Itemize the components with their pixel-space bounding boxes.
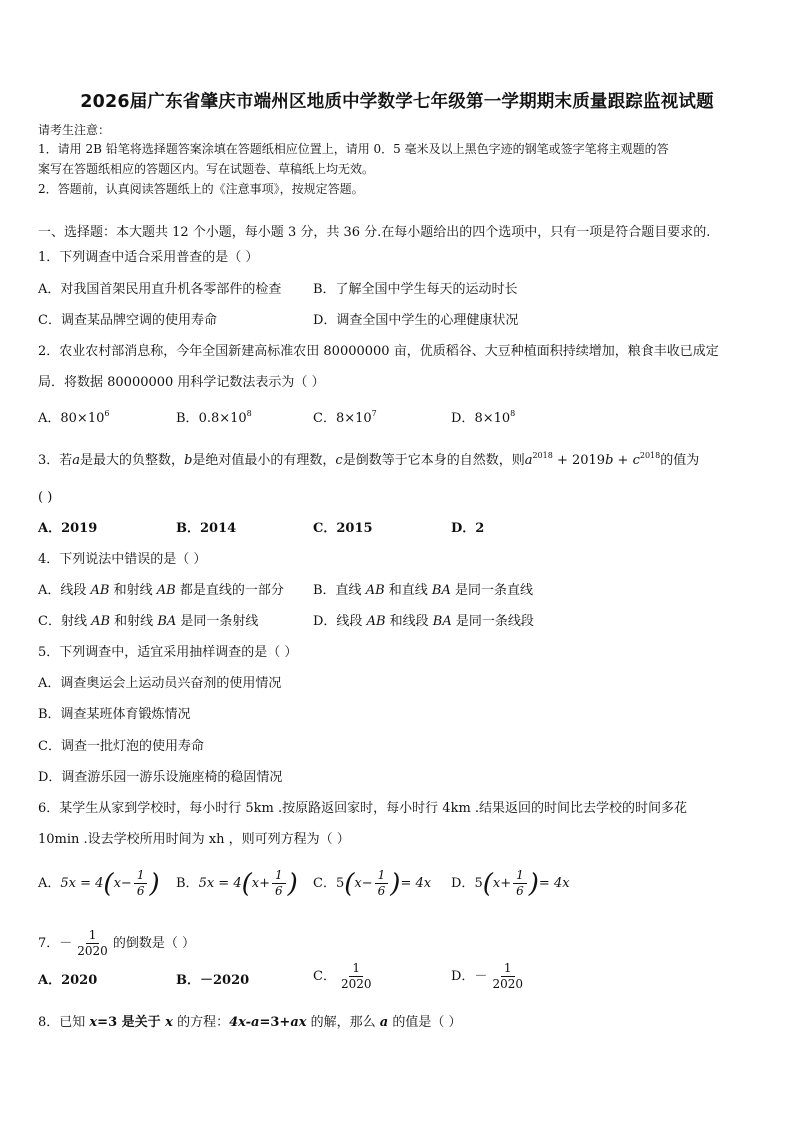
q3-answer-paren: ( ) <box>38 490 53 505</box>
q2-option-d: D．$8\times 10^8$ <box>451 409 516 426</box>
q4-option-c: C．射线 AB 和射线 BA 是同一条射线 <box>38 614 259 629</box>
q1-stem: 1．下列调查中适合采用普查的是（ ） <box>38 250 259 265</box>
notice-item-1b: 案写在答题纸相应的答题区内。写在试题卷、草稿纸上均无效。 <box>38 162 375 176</box>
notice-item-1a: 1．请用 2B 铅笔将选择题答案涂填在答题纸相应位置上，请用 0．5 毫米及以上黑色字迹的钢笔或签字笔将主观题的答 <box>38 142 669 156</box>
q4-option-a: A．线段 AB 和射线 AB 都是直线的一部分 <box>38 583 284 598</box>
q1-option-c: C．调查某品牌空调的使用寿命 <box>38 313 217 328</box>
q2-stem-line2: 局．将数据 80000000 用科学记数法表示为（ ） <box>38 375 325 390</box>
q2-option-b: B．$0.8\times 10^8$ <box>176 409 252 426</box>
q5-stem: 5．下列调查中，适宜采用抽样调查的是（ ） <box>38 645 298 660</box>
q7-stem: 7．－ $\frac{1}{2020}$ 的倒数是（ ） <box>38 928 195 958</box>
notice-heading: 请考生注意： <box>38 123 111 137</box>
q2-option-c: C．$8\times 10^7$ <box>313 409 377 426</box>
q5-option-d: D．调查游乐园一游乐设施座椅的稳固情况 <box>38 770 283 785</box>
notice-item-2: 2．答题前，认真阅读答题纸上的《注意事项》，按规定答题。 <box>38 182 364 196</box>
q6-option-b: B． 5x = 4 ( x + $\frac{1}{6}$ ) <box>176 868 298 899</box>
q8-stem: 8．已知 x=3 是关于 x 的方程：4x-a=3+ax 的解，那么 a 的值是（ ） <box>38 1015 462 1030</box>
q1-option-a: A．对我国首架民用直升机各零部件的检查 <box>38 282 282 297</box>
q7-option-c: C． $\frac{1}{2020}$ <box>313 961 372 991</box>
q5-option-b: B．调查某班体育锻炼情况 <box>38 707 191 722</box>
q2-stem-line1: 2．农业农村部消息称，今年全国新建高标准农田 80000000 亩，优质稻谷、大豆种植面积持续增加，粮食丰收已成定 <box>38 344 719 359</box>
q3-option-b: B．2014 <box>176 521 237 536</box>
q1-option-b: B．了解全国中学生每天的运动时长 <box>313 282 518 297</box>
q5-option-a: A．调查奥运会上运动员兴奋剂的使用情况 <box>38 676 282 691</box>
q3-option-a: A．2019 <box>38 521 98 536</box>
q6-option-c: C． 5 ( x − $\frac{1}{6}$ ) = 4x <box>313 868 432 899</box>
section-heading: 一、选择题：本大题共 12 个小题，每小题 3 分，共 36 分.在每小题给出的四个选项中，只有一项是符合题目要求的. <box>38 225 711 240</box>
q3-option-d: D．2 <box>451 521 485 536</box>
q4-stem: 4．下列说法中错误的是（ ） <box>38 552 207 567</box>
q5-option-c: C．调查一批灯泡的使用寿命 <box>38 739 204 754</box>
q4-option-b: B．直线 AB 和直线 BA 是同一条直线 <box>313 583 533 598</box>
q6-stem-line2: 10min .设去学校所用时间为 xh ，则可列方程为（ ） <box>38 832 350 847</box>
q7-option-d: D．－ $\frac{1}{2020}$ <box>451 961 523 991</box>
q2-option-a: A．$80\times 10^6$ <box>38 409 110 426</box>
q7-option-a: A．2020 <box>38 973 98 988</box>
q4-option-d: D．线段 AB 和线段 BA 是同一条线段 <box>313 614 534 629</box>
page-title: 2026届广东省肇庆市端州区地质中学数学七年级第一学期期末质量跟踪监视试题 <box>80 92 714 112</box>
q3-stem: 3．若a是最大的负整数，b是绝对值最小的有理数，c是倒数等于它本身的自然数，则$a^{2018} + 2019b + c^{2018}$的值为 <box>38 451 700 468</box>
q1-option-d: D．调查全国中学生的心理健康状况 <box>313 313 519 328</box>
q6-stem-line1: 6．某学生从家到学校时，每小时行 5km .按原路返回家时，每小时行 4km .结果返回的时间比去学校的时间多花 <box>38 801 688 816</box>
q6-option-d: D． 5 ( x + $\frac{1}{6}$ ) = 4x <box>451 868 570 899</box>
q3-option-c: C．2015 <box>313 521 373 536</box>
q7-option-b: B．－2020 <box>176 973 250 988</box>
q6-option-a: A． 5x = 4 ( x − $\frac{1}{6}$ ) <box>38 868 160 899</box>
